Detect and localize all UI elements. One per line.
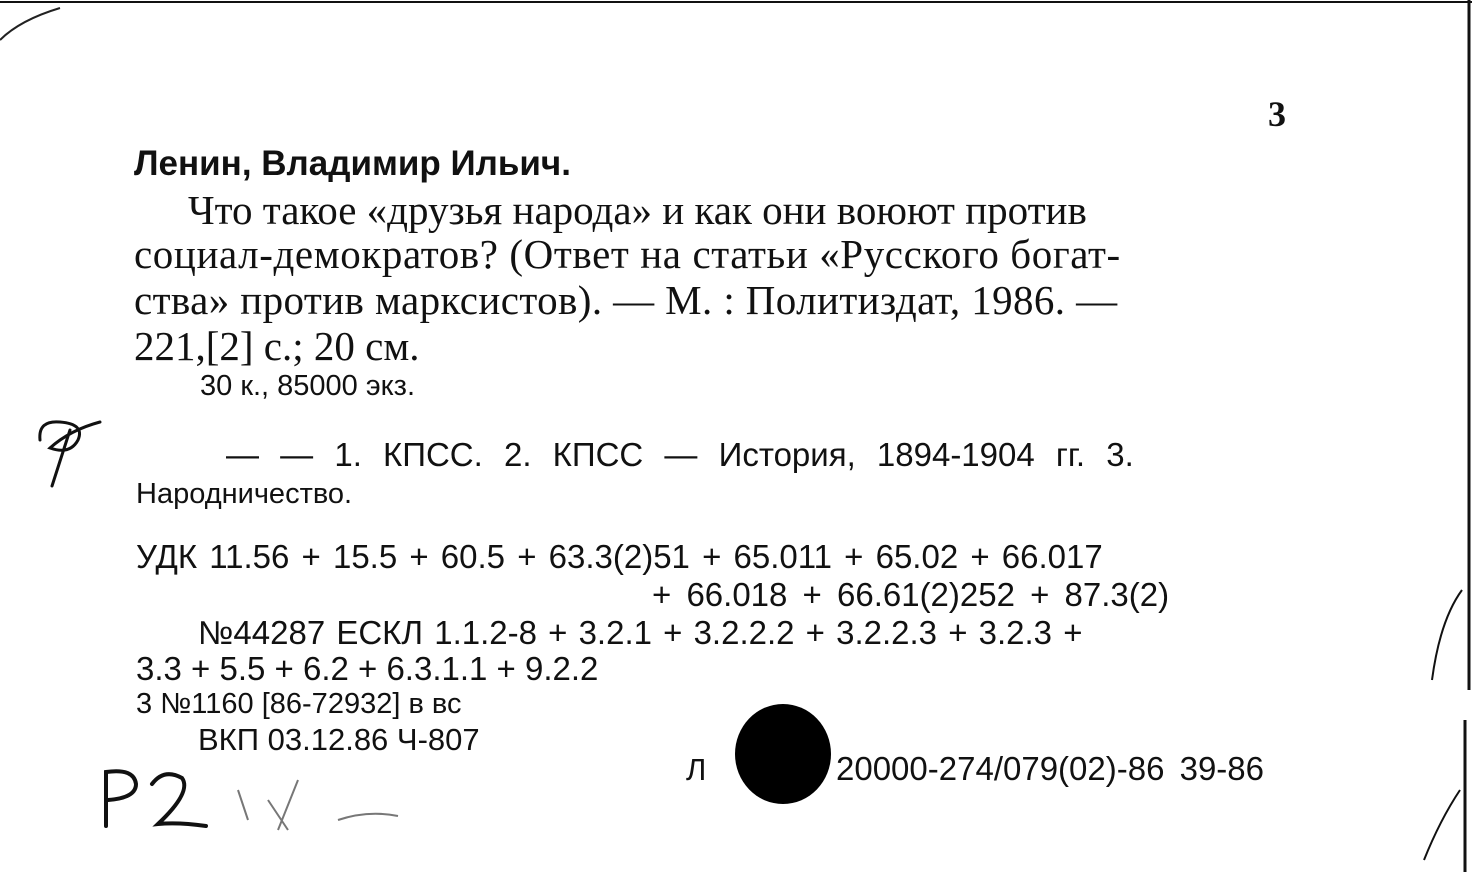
card-number: 3 — [1268, 94, 1286, 134]
order-number: 3 №1160 [86-72932] в вс — [136, 688, 462, 720]
footer-letter: Л — [686, 752, 707, 787]
description-line-2: социал-демократов? (Ответ на статьи «Русского богат- — [134, 231, 1121, 277]
faint-pencil-marks — [228, 760, 448, 840]
author-heading: Ленин, Владимир Ильич. — [134, 144, 571, 183]
footer-code: 20000-274/079(02)-86 39-86 — [836, 750, 1264, 787]
punch-hole — [735, 704, 831, 804]
description-line-3: ства» против марксистов). — М. : Политиздат, 1986. — — [134, 277, 1118, 323]
handwritten-mark-bottom-text — [0, 0, 1, 1]
udk-line-1: УДК 11.56 + 15.5 + 60.5 + 63.3(2)51 + 65.011 + 65.02 + 66.017 — [136, 538, 1103, 575]
vkp-line: ВКП 03.12.86 Ч-807 — [198, 722, 480, 757]
subjects-line-2: Народничество. — [136, 478, 353, 510]
description-text-1: Что такое «друзья народа» и как они воюют против — [188, 187, 1087, 233]
classification-line-2: 3.3 + 5.5 + 6.2 + 6.3.1.1 + 9.2.2 — [136, 650, 599, 687]
description-line-1 — [188, 187, 1292, 233]
handwritten-mark-top — [30, 400, 110, 490]
price-run: 30 к., 85000 экз. — [200, 370, 416, 402]
classification-line-1: №44287 ЕСКЛ 1.1.2-8 + 3.2.1 + 3.2.2.2 + 3.2.2.3 + 3.2.3 + — [198, 614, 1083, 651]
description-line-4: 221,[2] с.; 20 см. — [134, 323, 420, 369]
subjects-line-1: — — 1. КПСС. 2. КПСС — История, 1894-1904 гг. 3. — [226, 436, 1134, 473]
udk-line-2: + 66.018 + 66.61(2)252 + 87.3(2) — [652, 576, 1170, 613]
handwritten-mark-bottom — [94, 762, 234, 842]
